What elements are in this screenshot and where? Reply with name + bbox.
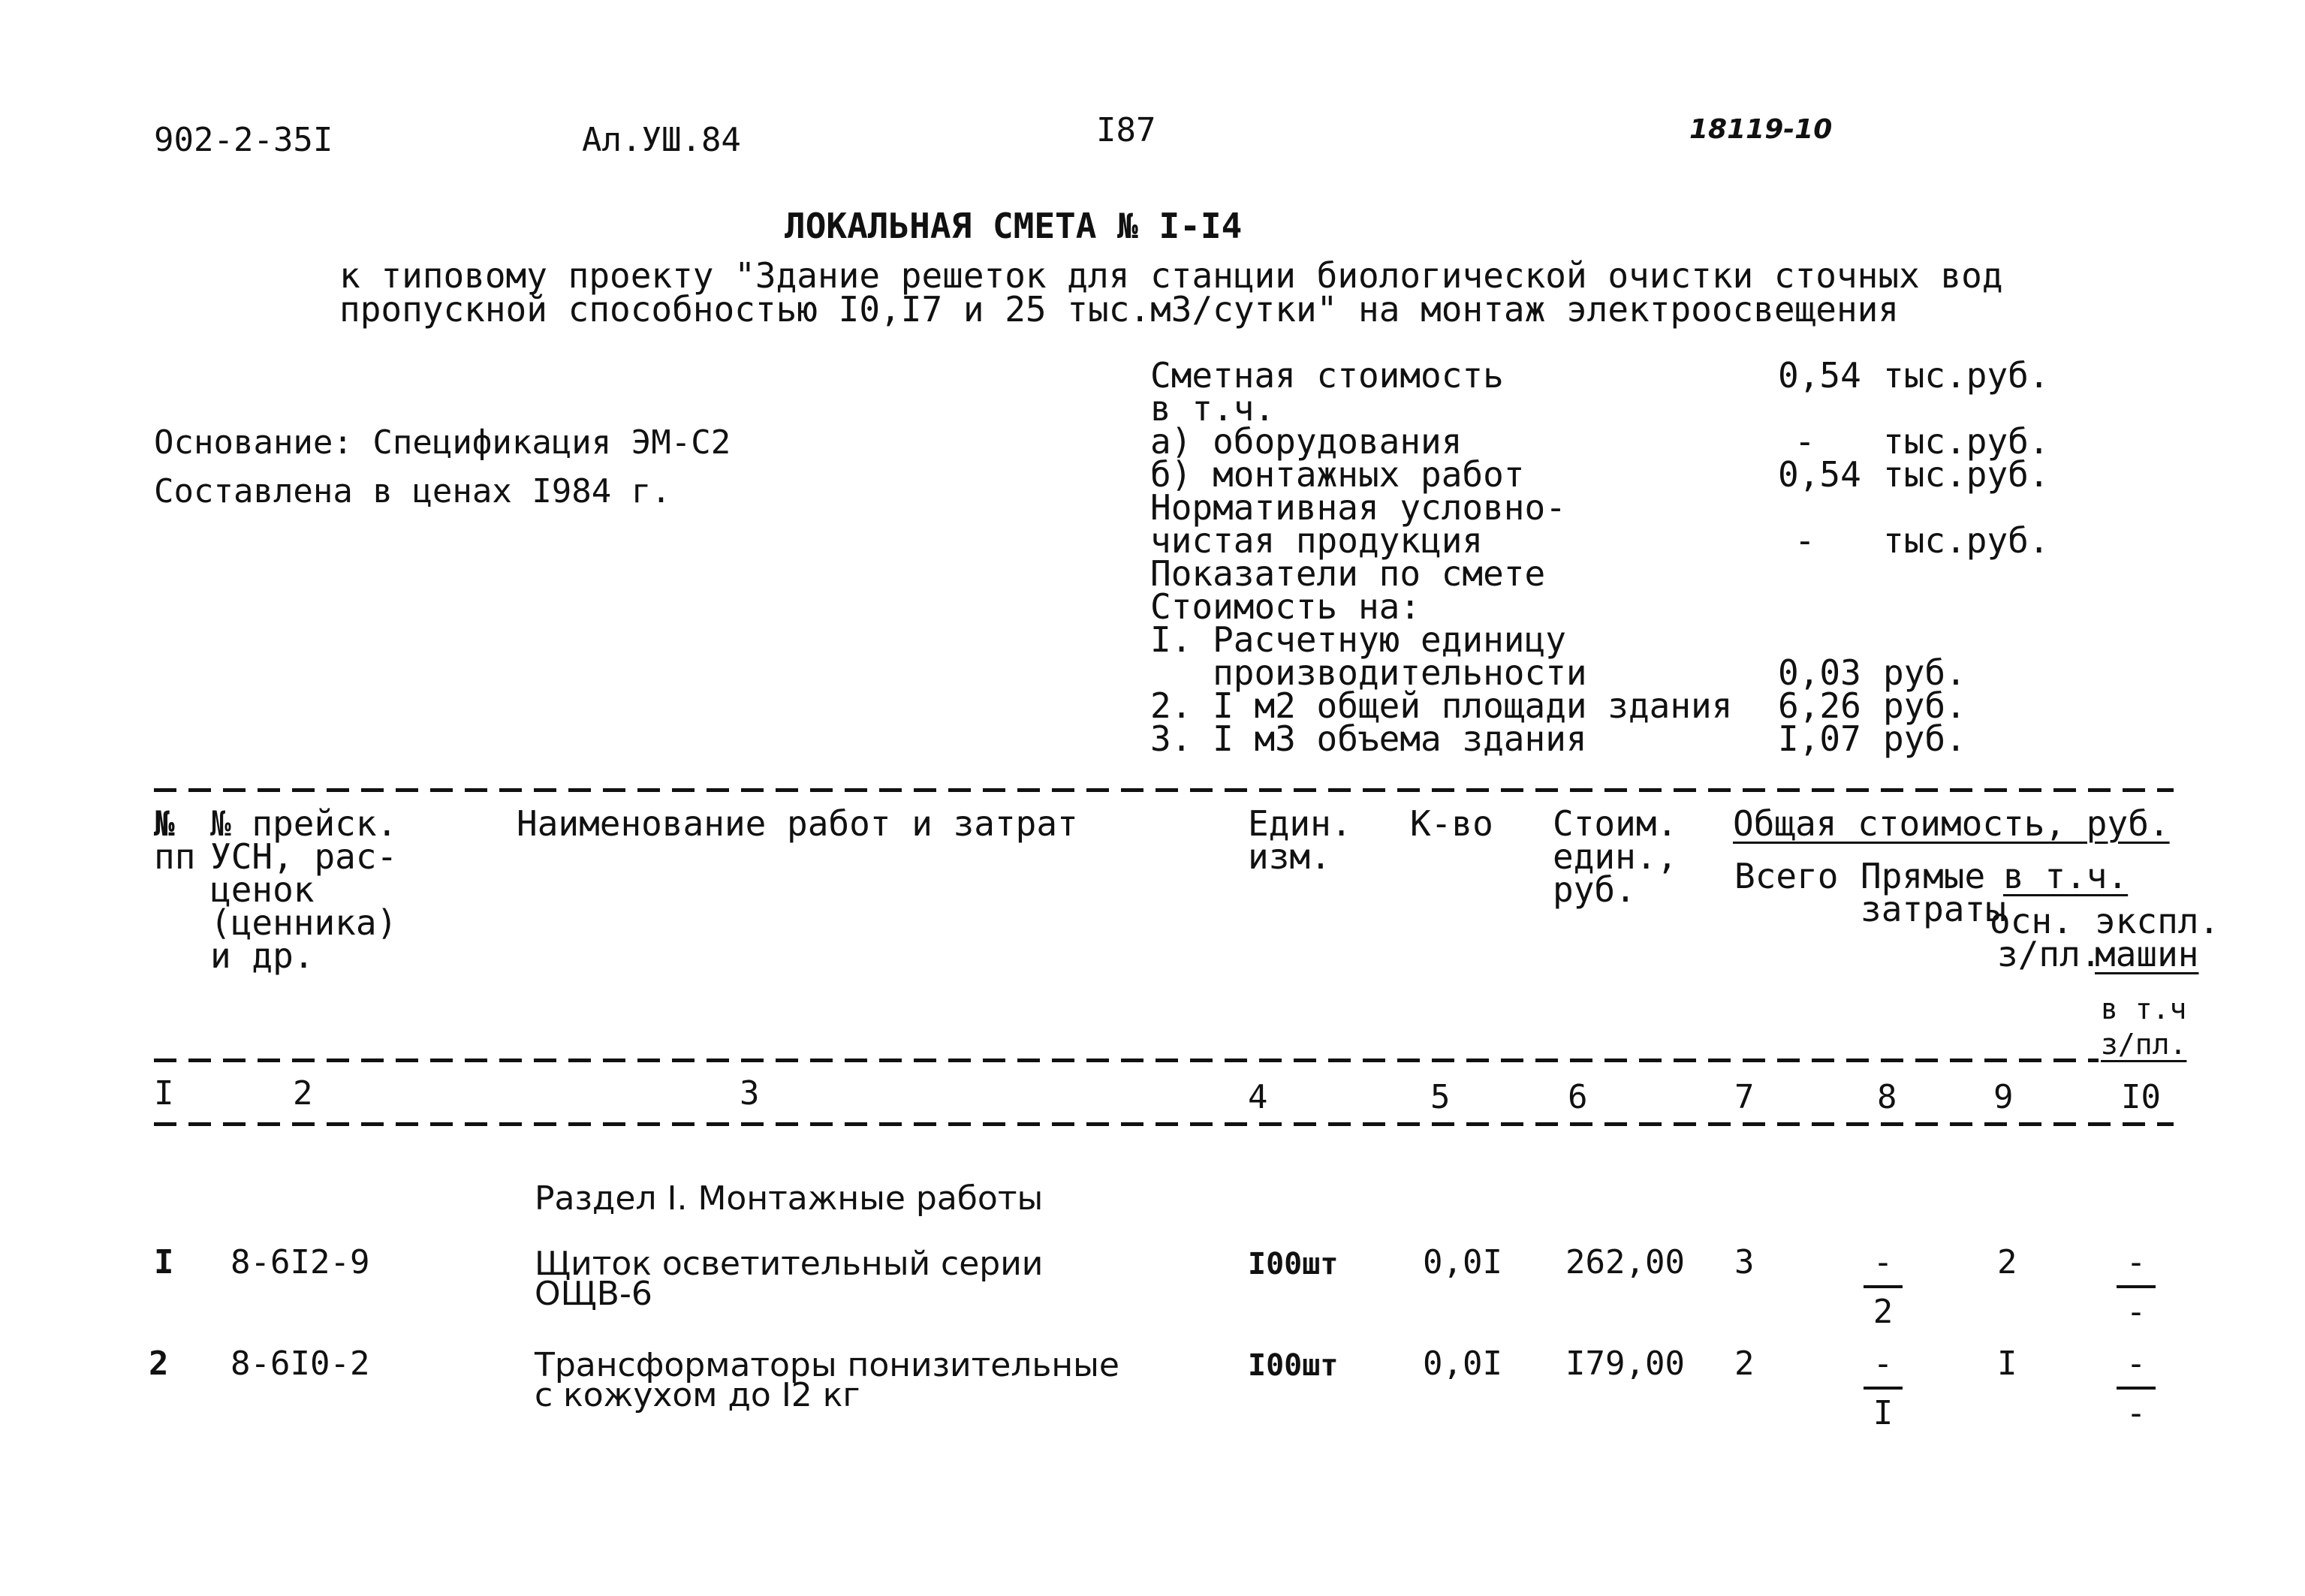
header-total-cost-group: Общая стоимость, руб.: [1733, 803, 2170, 844]
header-base-wage: осн.: [1990, 901, 2073, 941]
row-quantity: 0,0I: [1423, 1345, 1502, 1383]
cost-value: 0,54: [1778, 355, 1861, 396]
cost-label: 2. I м2 общей площади здания: [1150, 685, 1733, 726]
row-base-wage: 2: [1997, 1243, 2017, 1281]
row-code: 8-6I0-2: [230, 1345, 370, 1383]
header-work-name: Наименование работ и затрат: [517, 803, 1078, 844]
cost-label: в т.ч.: [1150, 388, 1276, 429]
document-title: ЛОКАЛЬНАЯ СМЕТА № I-I4: [785, 206, 1243, 246]
header-including: в т.ч.: [2003, 856, 2129, 896]
header-price-list: и др.: [210, 935, 315, 976]
header-unit-cost: Стоим.: [1553, 803, 1678, 844]
cost-value: 0,54: [1778, 454, 1861, 495]
row-number: I: [154, 1243, 174, 1281]
column-number: I0: [2121, 1078, 2161, 1116]
row-name-line1: Трансформаторы понизительные: [535, 1346, 1119, 1384]
column-number: 6: [1568, 1078, 1588, 1116]
row-unit: I00шт: [1248, 1247, 1339, 1281]
row-machine-top: -: [2126, 1243, 2147, 1281]
album-number: Ал.УШ.84: [582, 121, 741, 159]
column-number: 7: [1734, 1078, 1755, 1116]
header-total: Всего: [1734, 856, 1839, 896]
row-total: 3: [1734, 1243, 1755, 1281]
row-name-line1: Щиток осветительный серии: [535, 1245, 1044, 1283]
cost-value: 0,03: [1778, 652, 1861, 693]
row-name-line2: с кожухом до I2 кг: [535, 1376, 860, 1414]
table-top-rule: [154, 788, 2174, 792]
row-unit: I00шт: [1248, 1348, 1339, 1383]
column-number: 5: [1430, 1078, 1451, 1116]
section-title: Раздел I. Монтажные работы: [535, 1179, 1044, 1218]
cost-label: I. Расчетную единицу: [1150, 619, 1566, 660]
cost-value: I,07: [1778, 718, 1861, 759]
header-price-list: (ценника): [210, 902, 398, 943]
header-direct-costs: Прямые: [1861, 856, 1986, 896]
column-number: 4: [1248, 1078, 1268, 1116]
row-direct-costs-top: -: [1873, 1345, 1894, 1383]
row-unit-price: I79,00: [1565, 1345, 1685, 1383]
header-price-list: УСН, рас-: [210, 836, 398, 877]
row-total: 2: [1734, 1345, 1755, 1383]
row-machine-top: -: [2126, 1345, 2147, 1383]
row-direct-costs-bottom: I: [1873, 1394, 1894, 1432]
header-unit: изм.: [1248, 836, 1331, 877]
column-number: I: [154, 1074, 174, 1113]
cost-unit: руб.: [1883, 652, 1966, 693]
cost-label: чистая продукция: [1150, 520, 1484, 561]
row-direct-costs: [1861, 1243, 1906, 1331]
cost-unit: тыс.руб.: [1883, 421, 2050, 462]
header-machine-operation: машин: [2095, 934, 2199, 974]
cost-unit: тыс.руб.: [1883, 520, 2050, 561]
cost-label: Стоимость на:: [1150, 586, 1421, 627]
page-number: I87: [1096, 111, 1156, 149]
row-direct-costs-bottom: 2: [1873, 1293, 1894, 1331]
row-direct-costs: [1861, 1345, 1906, 1432]
cost-label: Сметная стоимость: [1150, 355, 1504, 396]
basis-prices-year: Составлена в ценах I984 г.: [154, 472, 671, 510]
row-code: 8-6I2-9: [230, 1243, 370, 1281]
column-number: 8: [1877, 1078, 1897, 1116]
cost-label: Нормативная условно-: [1150, 487, 1566, 528]
row-machine-bottom: -: [2126, 1293, 2147, 1331]
basis-specification: Основание: Спецификация ЭМ-С2: [154, 423, 731, 462]
row-name-line2: ОЩВ-6: [535, 1275, 652, 1313]
column-number: 2: [293, 1074, 313, 1113]
cost-label: Показатели по смете: [1150, 553, 1546, 594]
column-number: 9: [1993, 1078, 2014, 1116]
header-unit-cost: руб.: [1553, 869, 1636, 910]
column-numbers-bottom-rule: [154, 1122, 2174, 1126]
title-subtitle-line1: к типовому проекту "Здание решеток для станции биологической очистки сточных вод: [339, 255, 2003, 296]
title-subtitle-line2: пропускной способностью I0,I7 и 25 тыс.м3/сутки" на монтаж электроосвещения: [339, 289, 1900, 330]
header-machine-wage: в т.ч: [2101, 992, 2187, 1025]
cost-unit: тыс.руб.: [1883, 454, 2050, 495]
header-unit-cost: един.,: [1553, 836, 1678, 877]
header-machine-operation: экспл.: [2095, 901, 2220, 941]
row-base-wage: I: [1997, 1345, 2017, 1383]
cost-value: -: [1794, 421, 1815, 462]
header-num-pp: пп: [154, 836, 196, 877]
header-unit: Един.: [1248, 803, 1352, 844]
row-direct-costs-top: -: [1873, 1243, 1894, 1281]
cost-value: -: [1794, 520, 1815, 561]
cost-label: а) оборудования: [1150, 421, 1463, 462]
row-machine-operation: [2114, 1243, 2159, 1331]
archive-number: 18119-10: [1689, 114, 1833, 145]
header-price-list: № прейск.: [210, 803, 398, 844]
header-price-list: ценок: [210, 869, 315, 910]
header-base-wage: з/пл.: [1997, 934, 2102, 974]
column-number: 3: [740, 1074, 760, 1113]
cost-value: 6,26: [1778, 685, 1861, 726]
header-quantity: К-во: [1410, 803, 1493, 844]
cost-label: 3. I м3 объема здания: [1150, 718, 1587, 759]
row-machine-bottom: -: [2126, 1394, 2147, 1432]
cost-unit: тыс.руб.: [1883, 355, 2050, 396]
header-direct-costs: затраты: [1861, 889, 2006, 929]
cost-label: производительности: [1150, 652, 1587, 693]
column-numbers-top-rule: [154, 1058, 2099, 1062]
header-num-symbol: №: [154, 803, 175, 844]
row-quantity: 0,0I: [1423, 1243, 1502, 1281]
cost-unit: руб.: [1883, 685, 1966, 726]
cost-label: б) монтажных работ: [1150, 454, 1525, 495]
project-code: 902-2-35I: [154, 121, 333, 159]
row-number: 2: [149, 1345, 169, 1383]
cost-unit: руб.: [1883, 718, 1966, 759]
row-machine-operation: [2114, 1345, 2159, 1432]
header-machine-wage: з/пл.: [2101, 1028, 2187, 1061]
row-unit-price: 262,00: [1565, 1243, 1685, 1281]
